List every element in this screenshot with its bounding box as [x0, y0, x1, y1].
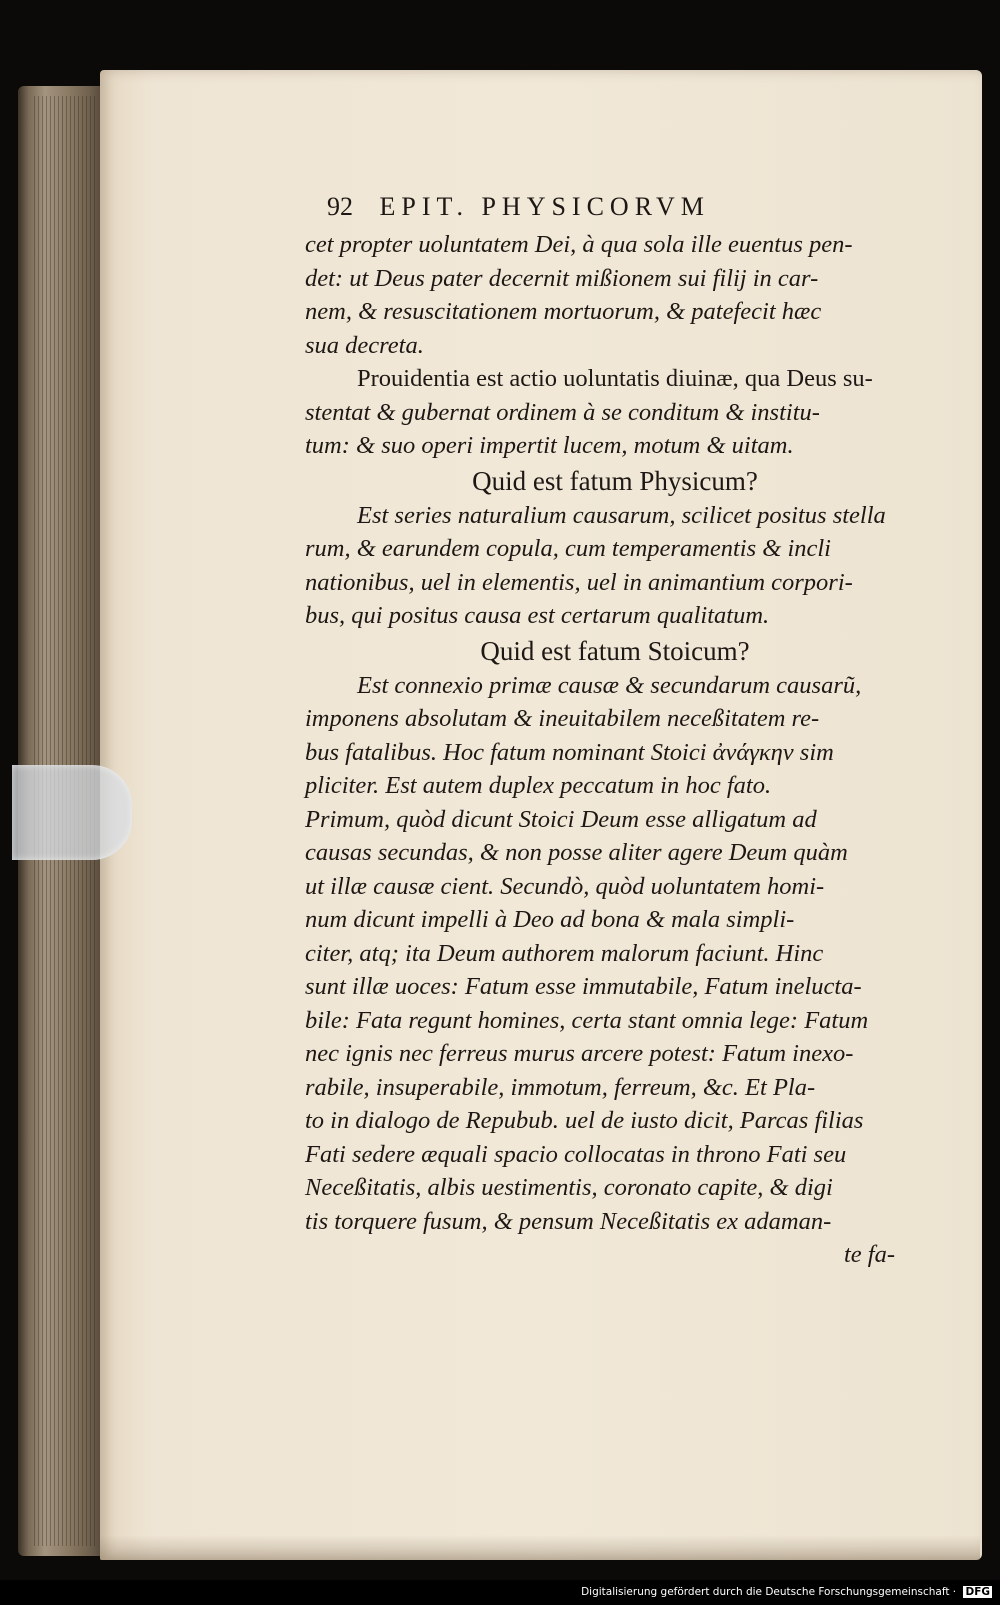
text-line: to in dialogo de Repubub. uel de iusto dicit, Parcas filias	[305, 1107, 864, 1134]
paragraph-2	[305, 362, 925, 463]
text-line: Primum, quòd dicunt Stoici Deum esse alligatum ad	[305, 805, 817, 833]
text-line: rabile, insuperabile, immotum, ferreum, &c. Et Pla-	[305, 1073, 816, 1101]
page-clip-tab	[12, 765, 132, 860]
text-line: imponens absolutam & ineuitabilem neceßitatem re-	[305, 705, 820, 732]
text-line: Fati sedere æquali spacio collocatas in throno Fati seu	[305, 1140, 847, 1168]
paragraph-3	[305, 499, 925, 633]
paragraph-4	[305, 669, 925, 1239]
section-heading-physicum: Quid est fatum Physicum?	[472, 465, 758, 496]
text-line: cet propter uoluntatem Dei, à qua sola ille euentus pen-	[305, 231, 853, 258]
catchword: te fa-	[843, 1241, 895, 1268]
text-line: nec ignis nec ferreus murus arcere potest: Fatum inexo-	[305, 1040, 854, 1067]
running-header	[327, 186, 925, 228]
text-line: bus fatalibus. Hoc fatum nominant Stoici ἀνάγκην sim	[305, 738, 834, 766]
text-line: bus, qui positus causa est certarum qualitatum.	[305, 602, 770, 629]
text-line: Prouidentia est actio uoluntatis diuinæ, qua Deus su-	[357, 365, 873, 392]
text-line: pliciter. Est autem duplex peccatum in hoc fato.	[305, 772, 772, 799]
text-line: tum: & suo operi impertit lucem, motum & uitam.	[305, 432, 794, 459]
text-line: tis torquere fusum, & pensum Neceßitatis ex adaman-	[305, 1207, 832, 1235]
text-line: nationibus, uel in elementis, uel in animantium corpori-	[305, 568, 853, 596]
text-line: sua decreta.	[305, 331, 424, 359]
text-line: Neceßitatis, albis uestimentis, coronato capite, & digi	[305, 1174, 833, 1201]
text-line: causas secundas, & non posse aliter agere Deum quàm	[305, 839, 848, 866]
text-line: Est connexio primæ causæ & secundarum causarũ,	[357, 671, 862, 699]
page-text	[305, 186, 925, 1272]
page-bottom-shadow	[100, 1535, 980, 1560]
text-line: det: ut Deus pater decernit mißionem sui filij in car-	[305, 264, 819, 292]
text-line: citer, atq; ita Deum authorem malorum faciunt. Hinc	[305, 939, 824, 967]
paragraph-1	[305, 228, 925, 362]
text-line: ut illæ causæ cient. Secundò, quòd uoluntatem homi-	[305, 872, 825, 900]
footer-text: Digitalisierung gefördert durch die Deutsche Forschungsgemeinschaft ·	[581, 1586, 957, 1598]
text-line: stentat & gubernat ordinem à se conditum & institu-	[305, 398, 820, 426]
text-line: rum, & earundem copula, cum temperamentis & incli	[305, 535, 831, 562]
text-line: bile: Fata regunt homines, certa stant omnia lege: Fatum	[305, 1006, 869, 1034]
section-heading-stoicum: Quid est fatum Stoicum?	[480, 635, 750, 666]
running-title: EPIT. PHYSICORVM	[379, 192, 710, 221]
page-number: 92	[327, 192, 353, 221]
text-line: num dicunt impelli à Deo ad bona & mala simpli-	[305, 906, 795, 933]
text-line: Est series naturalium causarum, scilicet positus stella	[357, 501, 886, 529]
text-line: sunt illæ uoces: Fatum esse immutabile, Fatum inelucta-	[305, 973, 862, 1000]
dfg-logo: DFG	[965, 1586, 990, 1598]
digitization-credit-footer	[0, 1580, 1000, 1605]
text-line: nem, & resuscitationem mortuorum, & patefecit hæc	[305, 298, 822, 325]
